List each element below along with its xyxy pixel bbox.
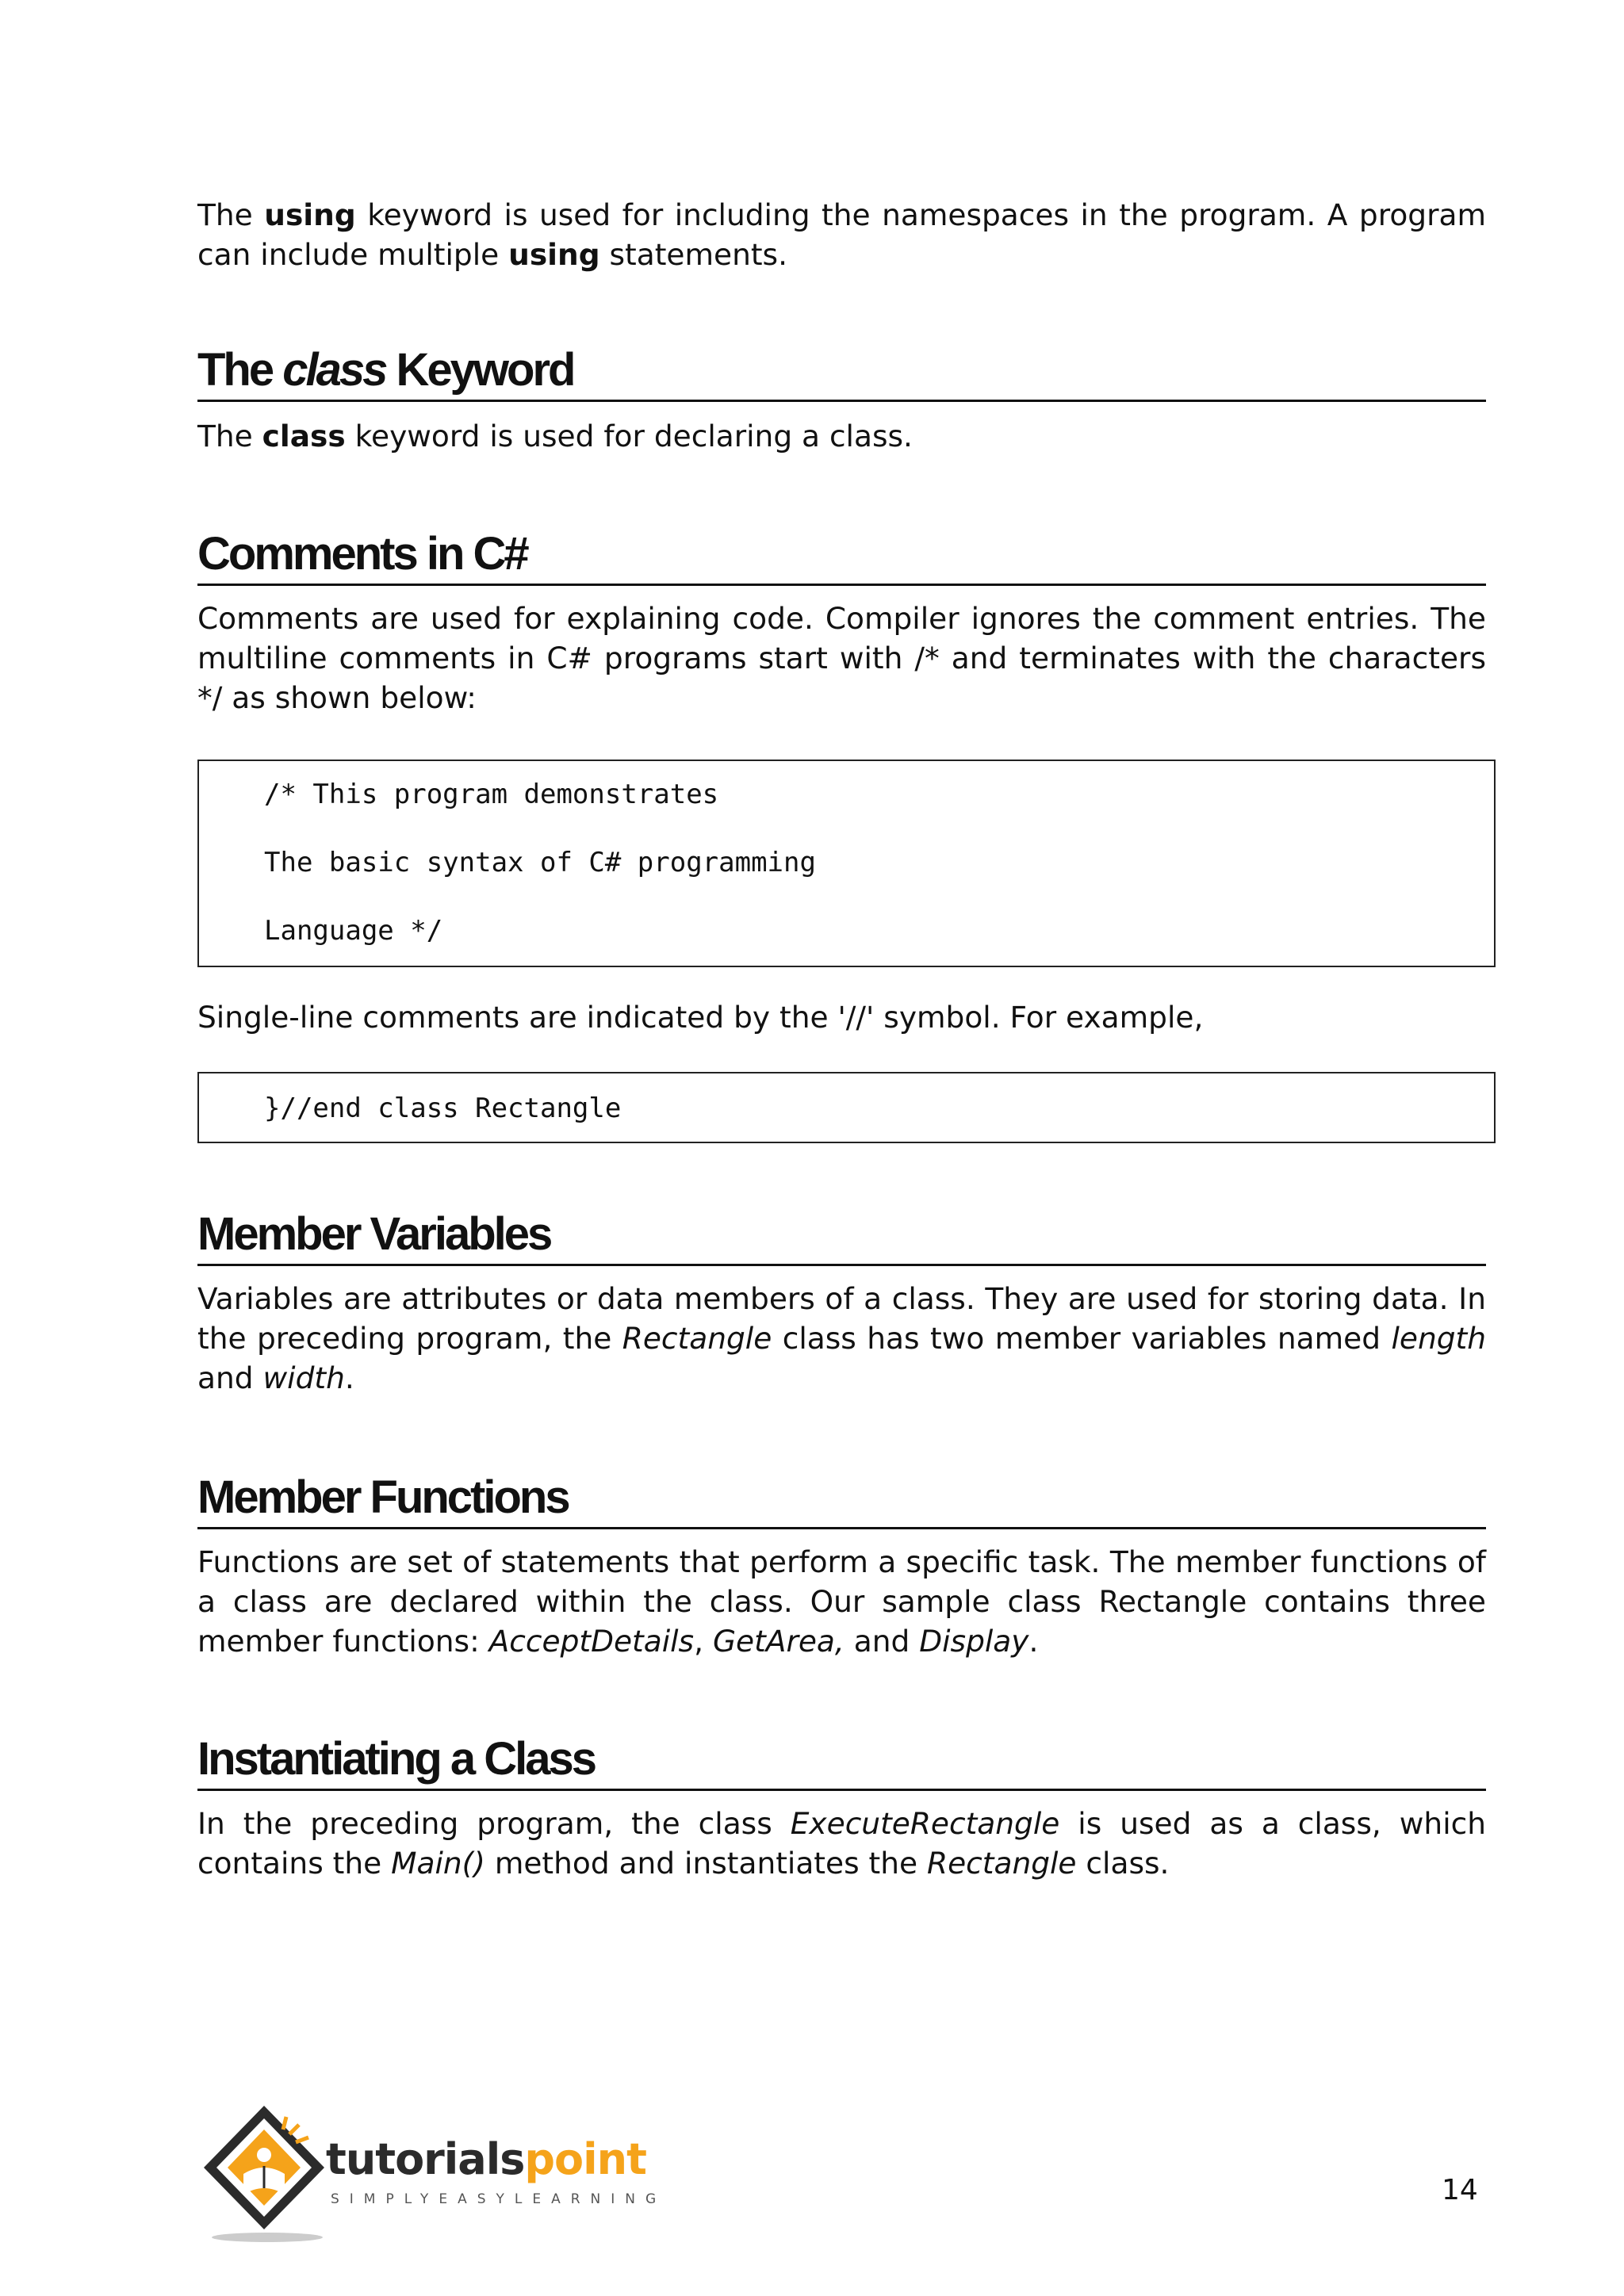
text-span: Variables are attributes or data members of a class. They are used for storing data. In the preceding program, the (197, 1281, 1486, 1356)
instantiating-section (197, 1733, 1486, 1883)
heading-comments: Comments in C# (197, 528, 1486, 586)
heading-class-keyword (197, 344, 1486, 402)
code-block-multiline (197, 760, 1496, 967)
text-span: The (197, 419, 262, 453)
keyword-class: class (262, 419, 346, 453)
class-keyword-paragraph (197, 416, 1486, 456)
member-variables-paragraph (197, 1279, 1486, 1398)
instantiating-paragraph (197, 1804, 1486, 1883)
page-number: 14 (1442, 2174, 1478, 2206)
text-span: . (344, 1360, 354, 1395)
single-line-intro (197, 997, 1486, 1037)
logo-word-tutorials: tutorials (326, 2134, 525, 2184)
intro-section (197, 195, 1486, 274)
code-line: /* This program demonstrates (264, 779, 719, 810)
text-span: and (197, 1360, 263, 1395)
text-span: statements. (599, 237, 787, 272)
text-span: keyword is used for including the namespaces in the program. A program can include multiple (197, 197, 1486, 272)
text-span: In the preceding program, the class (197, 1806, 791, 1841)
text-span: keyword is used for declaring a class. (345, 419, 913, 453)
code-block-single-line (197, 1072, 1496, 1143)
italic-term: Main() (391, 1846, 485, 1881)
italic-term: width (262, 1360, 345, 1395)
comments-paragraph: Comments are used for explaining code. Compiler ignores the comment entries. The multiline comments in C# programs start with /* and terminates with the characters */ as shown below: (197, 601, 1486, 715)
code-line: }//end class Rectangle (264, 1093, 622, 1124)
tutorialspoint-logo (197, 2103, 667, 2248)
text-span: and (844, 1624, 920, 1659)
italic-term: AcceptDetails (488, 1624, 695, 1659)
text-span: Functions are set of statements that perform a specific task. The member functions of a class are declared within the class. Our sample class Rectangle contains three member functions: (197, 1544, 1486, 1659)
intro-paragraph (197, 195, 1486, 274)
text-span: , (694, 1624, 713, 1659)
keyword-using: using (508, 237, 600, 272)
italic-term: GetArea, (712, 1624, 845, 1659)
heading-instantiating: Instantiating a Class (197, 1733, 1486, 1791)
italic-term: Rectangle (622, 1321, 772, 1356)
logo-wordmark (326, 2134, 646, 2184)
heading-italic: class (282, 344, 386, 396)
member-functions-paragraph (197, 1542, 1486, 1661)
text-span: The (197, 197, 265, 232)
heading-member-functions: Member Functions (197, 1471, 1486, 1529)
heading-member-variables: Member Variables (197, 1208, 1486, 1266)
code-line: Language */ (264, 915, 443, 947)
italic-term: ExecuteRectangle (790, 1806, 1060, 1841)
member-functions-section (197, 1471, 1486, 1661)
text-span: is used as a class, which contains the (197, 1806, 1487, 1881)
italic-term: length (1391, 1321, 1486, 1356)
keyword-using: using (264, 197, 356, 232)
text-span: class. (1076, 1846, 1170, 1881)
comments-section (197, 528, 1486, 718)
logo-tagline: SIMPLYEASYLEARNING (331, 2191, 667, 2207)
heading-text: The (197, 344, 283, 396)
code-line: The basic syntax of C# programming (264, 847, 816, 878)
text-span: class has two member variables named (772, 1321, 1392, 1356)
text-span: method and instantiates the (485, 1846, 928, 1881)
heading-text: Keyword (385, 344, 574, 396)
member-variables-section (197, 1208, 1486, 1398)
logo-word-point: point (524, 2134, 646, 2184)
italic-term: Display (919, 1624, 1029, 1659)
single-line-paragraph: Single-line comments are indicated by the '//' symbol. For example, (197, 1000, 1204, 1035)
italic-term: Rectangle (927, 1846, 1077, 1881)
text-span: . (1028, 1624, 1039, 1659)
class-keyword-section (197, 344, 1486, 456)
